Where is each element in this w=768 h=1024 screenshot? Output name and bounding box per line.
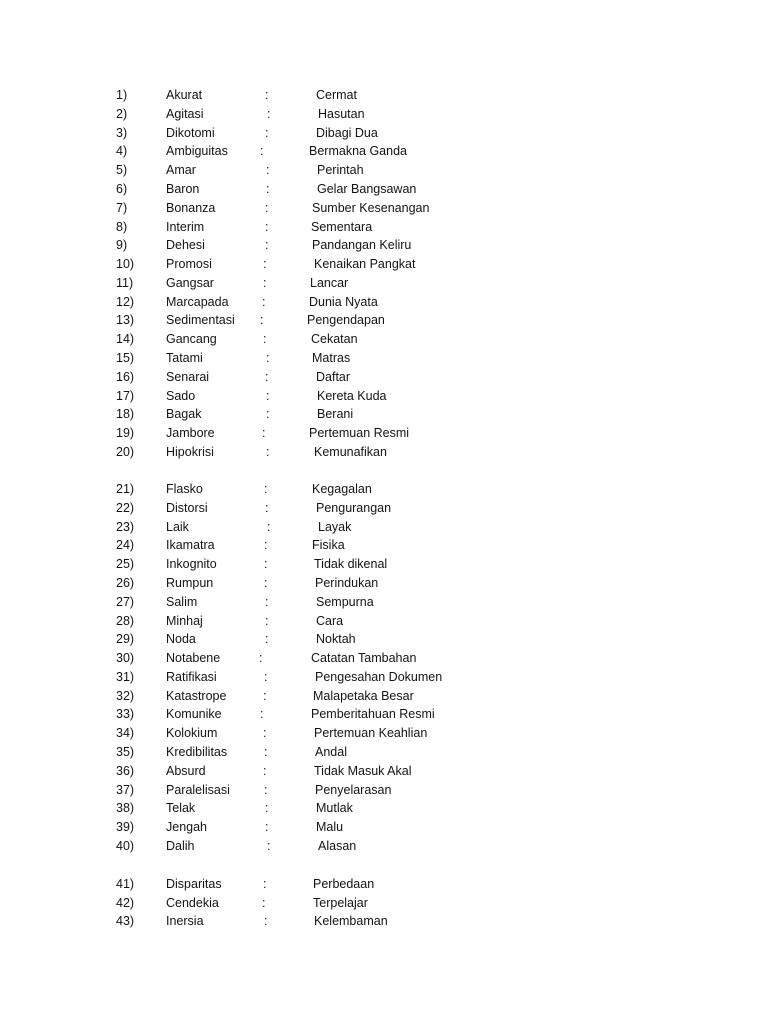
item-number: 11) (116, 275, 134, 290)
term: Amar (166, 163, 196, 178)
glossary-row (0, 613, 768, 629)
glossary-row (0, 425, 768, 441)
meaning: Matras (312, 351, 351, 366)
item-number: 15) (116, 351, 135, 366)
term: Komunike (166, 707, 222, 722)
term: Senarai (166, 369, 210, 384)
item-number: 37) (116, 782, 135, 797)
meaning: Malapetaka Besar (313, 688, 414, 703)
separator-colon: : (265, 613, 269, 628)
glossary-row (0, 331, 768, 347)
meaning: Pertemuan Keahlian (314, 726, 428, 741)
term: Bonanza (166, 200, 216, 215)
meaning: Tidak dikenal (314, 557, 388, 572)
separator-colon: : (265, 125, 269, 140)
item-number: 14) (116, 332, 135, 347)
term: Flasko (166, 482, 203, 496)
meaning: Andal (315, 745, 347, 760)
separator-colon: : (265, 369, 269, 384)
term: Salim (166, 594, 198, 609)
glossary-row (0, 106, 768, 122)
meaning: Pengendapan (307, 313, 385, 328)
term: Agitasi (166, 106, 204, 121)
term: Promosi (166, 257, 212, 272)
separator-colon: : (260, 313, 264, 328)
term: Jambore (166, 426, 215, 441)
separator-colon: : (262, 294, 266, 309)
item-number: 4) (116, 144, 128, 159)
meaning: Pengurangan (316, 500, 392, 515)
term: Dehesi (166, 238, 205, 253)
meaning: Dibagi Dua (316, 125, 378, 140)
item-number: 26) (116, 575, 135, 590)
term: Disparitas (166, 877, 222, 891)
item-number: 2) (116, 106, 128, 121)
separator-colon: : (264, 669, 268, 684)
glossary-row (0, 688, 768, 704)
glossary-row (0, 575, 768, 591)
separator-colon: : (263, 726, 267, 741)
meaning: Dunia Nyata (309, 294, 378, 309)
item-number: 12) (116, 294, 135, 309)
term: Rumpun (166, 575, 214, 590)
item-number: 30) (116, 651, 135, 666)
glossary-row (0, 744, 768, 760)
glossary-row (0, 256, 768, 272)
separator-colon: : (264, 914, 268, 929)
meaning: Penyelarasan (315, 782, 392, 797)
glossary-row (0, 125, 768, 141)
item-number: 34) (116, 726, 135, 741)
glossary-row (0, 294, 768, 310)
meaning: Noktah (316, 632, 356, 647)
term: Hipokrisi (166, 445, 214, 459)
separator-colon: : (265, 801, 269, 816)
meaning: Kenaikan Pangkat (314, 257, 416, 272)
term: Tatami (166, 351, 203, 366)
separator-colon: : (263, 332, 267, 347)
meaning: Sementara (311, 219, 373, 234)
meaning: Cermat (316, 88, 357, 102)
glossary-row (0, 838, 768, 854)
item-number: 18) (116, 407, 135, 422)
item-number: 42) (116, 895, 135, 910)
meaning: Kelembaman (314, 914, 388, 929)
meaning: Tidak Masuk Akal (314, 763, 412, 778)
item-number: 36) (116, 763, 135, 778)
glossary-row (0, 500, 768, 516)
term: Interim (166, 219, 205, 234)
term: Dikotomi (166, 125, 215, 140)
term: Sedimentasi (166, 313, 235, 328)
separator-colon: : (259, 651, 263, 666)
meaning: Layak (318, 519, 352, 534)
glossary-row (0, 369, 768, 385)
item-number: 29) (116, 632, 135, 647)
glossary-row (0, 763, 768, 779)
item-number: 31) (116, 669, 135, 684)
glossary-row (0, 162, 768, 178)
meaning: Berani (317, 407, 354, 422)
item-number: 40) (116, 839, 135, 853)
separator-colon: : (264, 557, 268, 572)
separator-colon: : (267, 106, 271, 121)
meaning: Catatan Tambahan (311, 651, 417, 666)
term: Cendekia (166, 895, 219, 910)
meaning: Fisika (312, 538, 345, 553)
item-number: 41) (116, 877, 135, 891)
meaning: Kemunafikan (314, 445, 387, 459)
term: Bagak (166, 407, 202, 422)
term: Noda (166, 632, 196, 647)
term: Sado (166, 388, 196, 403)
item-number: 27) (116, 594, 135, 609)
item-number: 38) (116, 801, 135, 816)
glossary-row (0, 537, 768, 553)
item-number: 32) (116, 688, 135, 703)
separator-colon: : (266, 351, 270, 366)
glossary-row (0, 181, 768, 197)
separator-colon: : (263, 763, 267, 778)
item-number: 17) (116, 388, 135, 403)
term: Akurat (166, 88, 203, 102)
term: Gangsar (166, 275, 214, 290)
glossary-row (0, 782, 768, 798)
separator-colon: : (266, 407, 270, 422)
term: Absurd (166, 763, 206, 778)
item-number: 35) (116, 745, 135, 760)
glossary-row (0, 594, 768, 610)
glossary-row (0, 143, 768, 159)
separator-colon: : (263, 688, 267, 703)
separator-colon: : (262, 426, 266, 441)
separator-colon: : (264, 538, 268, 553)
item-number: 21) (116, 482, 135, 496)
glossary-row (0, 819, 768, 835)
term: Paralelisasi (166, 782, 230, 797)
meaning: Kegagalan (312, 482, 372, 496)
glossary-row (0, 275, 768, 291)
glossary-row (0, 312, 768, 328)
term: Kolokium (166, 726, 218, 741)
separator-colon: : (265, 200, 269, 215)
separator-colon: : (266, 388, 270, 403)
item-number: 5) (116, 163, 128, 178)
meaning: Sumber Kesenangan (312, 200, 430, 215)
meaning: Perintah (317, 163, 364, 178)
term: Ratifikasi (166, 669, 217, 684)
glossary-row (0, 87, 768, 103)
glossary-row (0, 444, 768, 460)
glossary-row (0, 219, 768, 235)
meaning: Terpelajar (313, 895, 368, 910)
item-number: 10) (116, 257, 135, 272)
glossary-row (0, 706, 768, 722)
term: Jengah (166, 820, 208, 835)
item-number: 43) (116, 914, 135, 929)
glossary-row (0, 876, 768, 892)
meaning: Perindukan (315, 575, 379, 590)
term: Marcapada (166, 294, 229, 309)
separator-colon: : (263, 257, 267, 272)
separator-colon: : (260, 144, 264, 159)
item-number: 23) (116, 519, 135, 534)
meaning: Daftar (316, 369, 351, 384)
glossary-row (0, 481, 768, 497)
glossary-row (0, 519, 768, 535)
meaning: Alasan (318, 839, 357, 853)
item-number: 22) (116, 500, 135, 515)
glossary-row (0, 388, 768, 404)
meaning: Pertemuan Resmi (309, 426, 410, 441)
term: Ikamatra (166, 538, 215, 553)
item-number: 19) (116, 426, 135, 441)
separator-colon: : (266, 181, 270, 196)
meaning: Gelar Bangsawan (317, 181, 417, 196)
term: Gancang (166, 332, 217, 347)
glossary-row (0, 200, 768, 216)
term: Distorsi (166, 500, 208, 515)
item-number: 16) (116, 369, 135, 384)
glossary-row (0, 725, 768, 741)
glossary-row (0, 406, 768, 422)
item-number: 8) (116, 219, 128, 234)
glossary-row (0, 800, 768, 816)
separator-colon: : (265, 632, 269, 647)
item-number: 9) (116, 238, 128, 253)
item-number: 7) (116, 200, 128, 215)
meaning: Sempurna (316, 594, 374, 609)
meaning: Bermakna Ganda (309, 144, 407, 159)
glossary-row (0, 237, 768, 253)
meaning: Lancar (310, 275, 349, 290)
item-number: 3) (116, 125, 128, 140)
separator-colon: : (266, 163, 270, 178)
term: Dalih (166, 839, 195, 853)
item-number: 20) (116, 445, 135, 459)
meaning: Cekatan (311, 332, 358, 347)
separator-colon: : (260, 707, 264, 722)
meaning: Cara (316, 613, 344, 628)
term: Telak (166, 801, 196, 816)
meaning: Hasutan (318, 106, 365, 121)
glossary-row (0, 895, 768, 911)
separator-colon: : (265, 594, 269, 609)
separator-colon: : (265, 88, 269, 102)
separator-colon: : (263, 877, 267, 891)
meaning: Perbedaan (313, 877, 375, 891)
separator-colon: : (264, 745, 268, 760)
meaning: Mutlak (316, 801, 353, 816)
meaning: Kereta Kuda (317, 388, 387, 403)
separator-colon: : (265, 219, 269, 234)
term: Baron (166, 181, 200, 196)
term: Inersia (166, 914, 204, 929)
separator-colon: : (265, 500, 269, 515)
glossary-row (0, 631, 768, 647)
separator-colon: : (266, 445, 270, 459)
meaning: Pengesahan Dokumen (315, 669, 443, 684)
separator-colon: : (265, 820, 269, 835)
term: Notabene (166, 651, 221, 666)
separator-colon: : (264, 575, 268, 590)
item-number: 6) (116, 181, 128, 196)
item-number: 1) (116, 88, 128, 102)
glossary-row (0, 669, 768, 685)
term: Inkognito (166, 557, 217, 572)
item-number: 24) (116, 538, 135, 553)
separator-colon: : (264, 782, 268, 797)
glossary-row (0, 650, 768, 666)
separator-colon: : (262, 895, 266, 910)
item-number: 33) (116, 707, 135, 722)
separator-colon: : (267, 519, 271, 534)
term: Ambiguitas (166, 144, 228, 159)
item-number: 39) (116, 820, 135, 835)
separator-colon: : (263, 275, 267, 290)
item-number: 25) (116, 557, 135, 572)
item-number: 13) (116, 313, 135, 328)
separator-colon: : (265, 238, 269, 253)
separator-colon: : (264, 482, 268, 496)
separator-colon: : (267, 839, 271, 853)
term: Katastrope (166, 688, 227, 703)
term: Laik (166, 519, 189, 534)
item-number: 28) (116, 613, 135, 628)
glossary-row (0, 913, 768, 929)
meaning: Malu (316, 820, 344, 835)
glossary-row (0, 556, 768, 572)
meaning: Pemberitahuan Resmi (311, 707, 435, 722)
meaning: Pandangan Keliru (312, 238, 412, 253)
term: Kredibilitas (166, 745, 228, 760)
glossary-row (0, 350, 768, 366)
term: Minhaj (166, 613, 203, 628)
